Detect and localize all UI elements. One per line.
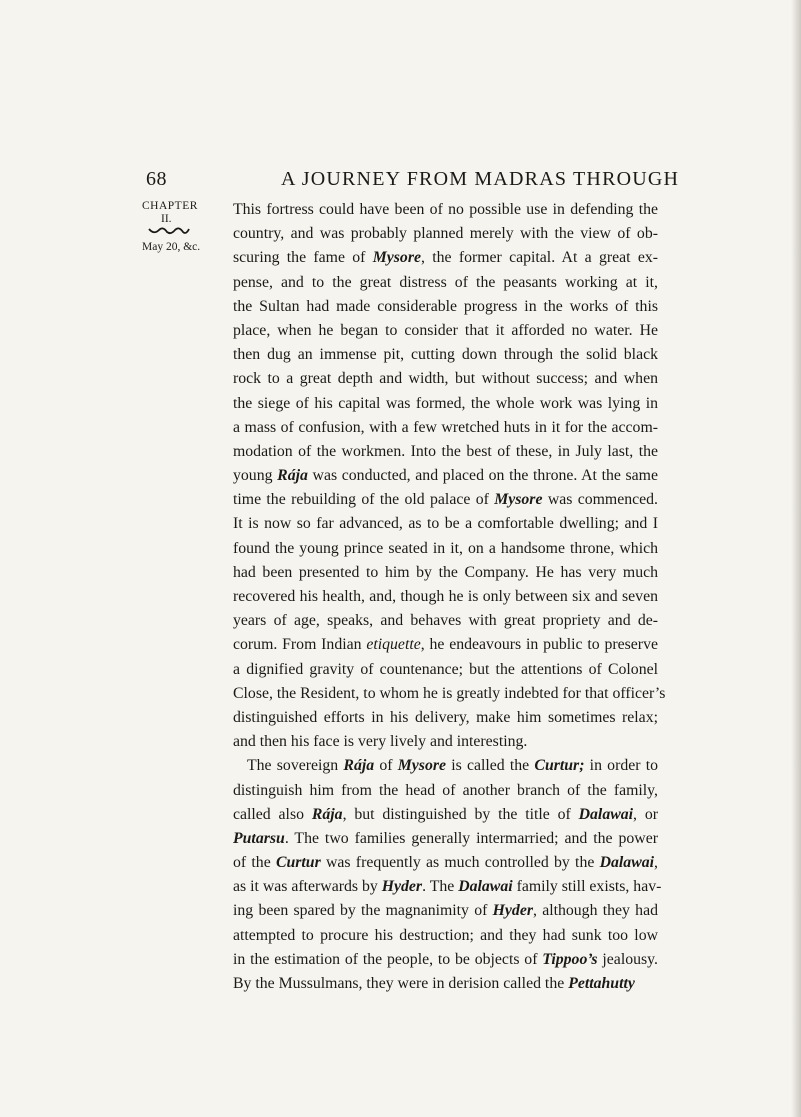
text-line bbox=[233, 754, 658, 778]
italic-term: Mysore bbox=[397, 757, 446, 775]
text-run: in the estimation of the people, to be objects of bbox=[233, 950, 543, 968]
text-line bbox=[233, 537, 658, 561]
text-line bbox=[233, 198, 658, 222]
text-run: and then his face is very lively and interesting. bbox=[233, 733, 528, 751]
italic-term: Dalawai bbox=[599, 854, 655, 872]
italic-term: Hyder bbox=[492, 902, 533, 920]
text-run: years of age, speaks, and behaves with great propriety and de- bbox=[233, 612, 658, 630]
margin-chapter-label: CHAPTER bbox=[142, 200, 198, 212]
text-run: had been presented to him by the Company. He has very much bbox=[233, 563, 658, 581]
text-line bbox=[233, 972, 658, 996]
text-line bbox=[233, 271, 658, 295]
text-run: It is now so far advanced, as to be a comfortable dwelling; and I bbox=[233, 515, 658, 533]
text-line bbox=[233, 392, 658, 416]
italic-term: Rája bbox=[277, 467, 308, 485]
text-run: attempted to procure his destruction; and they had sunk too low bbox=[233, 926, 658, 944]
text-run: country, and was probably planned merely with the view of ob- bbox=[233, 225, 658, 243]
text-run: The sovereign bbox=[247, 757, 344, 775]
italic-term: Dalawai bbox=[578, 805, 634, 823]
text-line bbox=[233, 488, 658, 512]
text-run: place, when he began to consider that it afforded no water. He bbox=[233, 321, 658, 339]
text-line bbox=[233, 924, 658, 948]
text-run: , the former capital. At a great ex- bbox=[420, 249, 658, 267]
text-run: By the Mussulmans, they were in derision called the bbox=[233, 975, 569, 992]
text-line bbox=[233, 948, 658, 972]
italic-term: Tippoo’s bbox=[542, 950, 598, 968]
text-line bbox=[233, 899, 658, 923]
italic-term: Mysore bbox=[494, 491, 543, 509]
text-line bbox=[233, 464, 658, 488]
text-run: of the bbox=[233, 854, 276, 872]
text-run: pense, and to the great distress of the peasants working at it, bbox=[233, 273, 658, 291]
italic-term: Curtur bbox=[275, 854, 321, 872]
text-line bbox=[233, 295, 658, 319]
text-line bbox=[233, 851, 658, 875]
text-line bbox=[233, 246, 658, 270]
italic-term: Pettahutty bbox=[568, 975, 635, 992]
body-text bbox=[233, 198, 666, 996]
margin-note bbox=[142, 200, 228, 254]
italic-term: Rája bbox=[343, 757, 375, 775]
text-run: family still exists, hav- bbox=[512, 878, 662, 896]
italic-term: Curtur; bbox=[534, 757, 585, 775]
text-line bbox=[233, 875, 662, 899]
text-run: was frequently as much controlled by the bbox=[320, 854, 600, 872]
text-run: corum. From Indian bbox=[233, 636, 367, 654]
text-run: jealousy. bbox=[597, 950, 658, 968]
text-run: rock to a great depth and width, but without success; and when bbox=[233, 370, 658, 388]
text-line bbox=[233, 706, 658, 730]
text-run: young bbox=[233, 467, 278, 485]
text-line bbox=[233, 730, 658, 754]
italic-term: Dalawai bbox=[458, 878, 513, 896]
margin-chapter-number: II. bbox=[161, 213, 172, 225]
text-run: found the young prince seated in it, on a handsome throne, which bbox=[233, 539, 658, 557]
italic-term: etiquette bbox=[366, 636, 421, 654]
text-run: as it was afterwards by bbox=[233, 878, 382, 896]
running-title: A JOURNEY FROM MADRAS THROUGH bbox=[281, 168, 680, 190]
text-run: , although they had bbox=[532, 902, 658, 920]
text-run: ing been spared by the magnanimity of bbox=[233, 902, 493, 920]
italic-term: Mysore bbox=[372, 249, 421, 267]
text-run: is called the bbox=[446, 757, 535, 775]
page-number: 68 bbox=[146, 168, 167, 190]
text-line bbox=[233, 561, 658, 585]
italic-term: Putarsu bbox=[233, 829, 285, 847]
text-run: . The bbox=[422, 878, 459, 896]
text-run: the Sultan had made considerable progress in the works of this bbox=[233, 297, 658, 315]
flourish-ornament-icon bbox=[148, 226, 228, 239]
italic-term: Rája bbox=[311, 805, 343, 823]
text-line bbox=[233, 633, 658, 657]
text-run: distinguished efforts in his delivery, make him sometimes relax; bbox=[233, 708, 658, 726]
text-line bbox=[233, 440, 658, 464]
text-run: in order to bbox=[584, 757, 659, 775]
text-run: recovered his health, and, though he is only between six and seven bbox=[233, 588, 658, 605]
text-run: distinguish him from the head of another branch of the family, bbox=[233, 781, 658, 799]
text-line bbox=[233, 222, 658, 246]
text-line bbox=[233, 658, 658, 682]
text-run: a dignified gravity of countenance; but the attentions of Colonel bbox=[233, 660, 658, 678]
text-run: , but distinguished by the title of bbox=[342, 805, 579, 823]
text-line bbox=[233, 416, 658, 440]
text-run: was commenced. bbox=[542, 491, 658, 509]
text-run: then dug an immense pit, cutting down through the solid black bbox=[233, 346, 658, 364]
text-line bbox=[233, 609, 658, 633]
text-line bbox=[233, 827, 658, 851]
text-run: , bbox=[654, 854, 658, 872]
text-run: This fortress could have been of no possible use in defending the bbox=[233, 201, 658, 218]
text-run: Close, the Resident, to whom he is greatly indebted for that officer’s bbox=[233, 684, 666, 702]
text-run: , he endeavours in public to preserve bbox=[420, 636, 658, 654]
page-edge-shadow bbox=[791, 0, 801, 1117]
text-run: . The two families generally intermarried; and the power bbox=[284, 829, 658, 847]
text-run: , or bbox=[633, 805, 658, 823]
text-line bbox=[233, 319, 658, 343]
text-run: a mass of confusion, with a few wretched huts in it for the accom- bbox=[233, 418, 658, 436]
text-line bbox=[233, 779, 658, 803]
margin-date: May 20, &c. bbox=[142, 241, 201, 253]
italic-term: Hyder bbox=[381, 878, 423, 896]
text-line bbox=[233, 803, 658, 827]
text-run: the siege of his capital was formed, the whole work was lying in bbox=[233, 394, 658, 412]
text-run: was conducted, and placed on the throne. At the same bbox=[307, 467, 658, 485]
text-line bbox=[233, 367, 658, 391]
text-run: time the rebuilding of the old palace of bbox=[233, 491, 495, 509]
text-line bbox=[233, 682, 666, 706]
text-run: of bbox=[374, 757, 398, 775]
text-line bbox=[233, 343, 658, 367]
text-run: modation of the workmen. Into the best of these, in July last, the bbox=[233, 442, 658, 460]
text-run: scuring the fame of bbox=[233, 249, 373, 267]
text-line bbox=[233, 585, 658, 609]
text-line bbox=[233, 512, 658, 536]
text-run: called also bbox=[233, 805, 312, 823]
